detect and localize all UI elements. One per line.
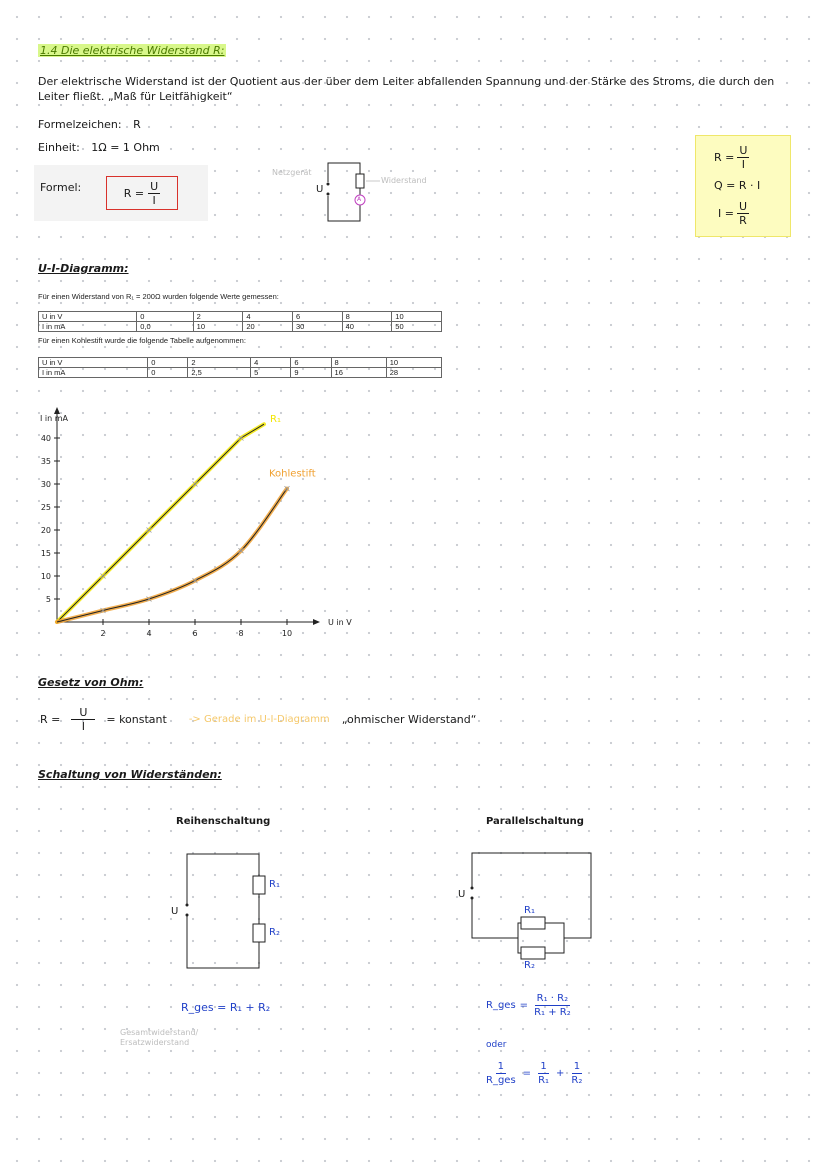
recip-den: R_ges [486, 1075, 516, 1086]
einheit-row [38, 141, 160, 154]
ohm-heading: Gesetz von Ohm: [38, 676, 144, 689]
y-tick-label: 15 [40, 549, 51, 558]
y-axis-arrow [54, 407, 60, 414]
circuit1-u-label: U [316, 184, 324, 195]
table-row: I in mA 0,0 10 20 30 40 50 [39, 322, 442, 332]
y-tick-label: 30 [40, 480, 51, 489]
widerstand-label: Widerstand [381, 176, 427, 185]
recip-num: 1 [497, 1061, 505, 1072]
parallel-u-label: U [458, 889, 466, 900]
y-tick-label: 40 [40, 434, 51, 443]
table-resistor-values [38, 311, 442, 332]
parallel-formula-product [486, 992, 573, 1019]
recip-b-num: 1 [573, 1061, 581, 1072]
series-formula: R_ges = R₁ + R₂ [181, 1001, 271, 1014]
y-tick-label: 5 [45, 595, 51, 604]
series-label: R₁ [270, 414, 281, 426]
reihenschaltung-title: Reihenschaltung [176, 816, 271, 827]
parallelschaltung-title: Parallelschaltung [486, 816, 584, 827]
ammeter-label: A [357, 196, 362, 203]
page-title: 1.4 Die elektrische Widerstand R: [40, 44, 225, 57]
parallel-oder: oder [486, 1040, 507, 1050]
netzgeraet-label: Netzgerät [272, 168, 312, 177]
parallel-rges: R_ges [486, 1000, 516, 1011]
series-note-line2: Ersatzwiderstand [120, 1038, 190, 1047]
y-tick-label: 10 [40, 572, 51, 581]
series-u-label: U [171, 906, 179, 917]
formelzeichen-row [38, 118, 141, 131]
y-tick-label: 35 [40, 457, 51, 466]
table-row: I in mA 0 2,5 5 9 16 28 [39, 368, 442, 378]
recip-plus: + [556, 1068, 565, 1079]
sidebox-r-lhs: R = [714, 151, 735, 164]
formelzeichen-label: Formelzeichen: [38, 118, 122, 131]
parallel-eq: = [519, 1000, 529, 1011]
x-tick-label: 6 [192, 629, 198, 638]
x-tick-label: 8 [238, 629, 244, 638]
sidebox-r-den: I [741, 158, 746, 171]
ohm-den: I [81, 720, 85, 733]
parallel-num: R₁ · R₂ [536, 993, 569, 1004]
y-tick-label: 25 [40, 503, 51, 512]
parallel-r1-label: R₁ [524, 905, 535, 916]
parallel-den: R₁ + R₂ [534, 1007, 571, 1018]
x-axis-label: U in V [328, 618, 352, 627]
table-row: U in V 0 2 4 6 8 10 [39, 358, 442, 368]
ui-chart [30, 395, 370, 645]
x-tick-label: 2 [100, 629, 106, 638]
intro-text: Der elektrische Widerstand ist der Quotient aus der über dem Leiter abfallenden Spannung und der Stärke des Stroms, die durch den Leiter fließt. „Maß für Leitfähigkeit“ [38, 75, 775, 103]
parallel-formula-reciprocal [484, 1060, 584, 1087]
parallel-r2-label: R₂ [524, 960, 535, 971]
series-note-line1: Gesamtwiderstand/ [120, 1028, 199, 1037]
y-tick-label: 20 [40, 526, 51, 535]
recip-a-den: R₁ [538, 1075, 550, 1086]
formelzeichen-value: R [133, 118, 141, 131]
sidebox-i-den: R [739, 214, 747, 227]
series-note [120, 1028, 198, 1048]
series-circuit [170, 848, 280, 973]
ohm-num: U [71, 706, 95, 720]
formel-lhs: R = [123, 186, 145, 200]
ohm-arrow-note: -> Gerade im U-I-Diagramm [188, 714, 330, 725]
x-tick-label: 10 [281, 629, 293, 638]
sidebox-u-line: Q = R · I [714, 179, 761, 192]
einheit-value: 1Ω = 1 Ohm [91, 141, 160, 154]
sidebox-i-lhs: I = [718, 207, 734, 220]
schaltung-heading: Schaltung von Widerständen: [38, 768, 222, 781]
ohm-lhs: R = [40, 713, 61, 726]
sidebox-r-num: U [739, 144, 748, 157]
formel-label: Formel: [40, 181, 82, 194]
formel-box [106, 176, 178, 210]
formel-denominator: I [152, 193, 156, 207]
y-axis-label: I in mA [40, 414, 69, 423]
table-kohlestift-values [38, 357, 442, 378]
series-highlight [57, 424, 264, 622]
formel-numerator: U [150, 179, 159, 193]
table2-caption: Für einen Kohlestift wurde die folgende Tabelle aufgenommen: [38, 336, 246, 345]
series-r1-label: R₁ [269, 879, 280, 890]
recip-b-den: R₂ [571, 1075, 583, 1086]
formula-summary-box [695, 135, 791, 237]
ohm-quote: „ohmischer Widerstand“ [341, 713, 477, 726]
einheit-label: Einheit: [38, 141, 80, 154]
x-axis-arrow [313, 619, 320, 625]
ui-diagram-heading: U-I-Diagramm: [38, 262, 129, 275]
table1-caption: Für einen Widerstand von R₁ = 200Ω wurden folgende Werte gemessen: [38, 292, 279, 301]
ohm-rhs: = konstant [106, 713, 167, 726]
series-label: Kohlestift [269, 468, 316, 480]
x-tick-label: 4 [146, 629, 152, 638]
ohm-law-line [40, 706, 476, 733]
table-row: U in V 0 2 4 6 8 10 [39, 312, 442, 322]
recip-a-num: 1 [540, 1061, 547, 1072]
recip-eq: = [522, 1068, 532, 1079]
series-r2-label: R₂ [269, 927, 280, 938]
sidebox-i-num: U [738, 200, 748, 213]
